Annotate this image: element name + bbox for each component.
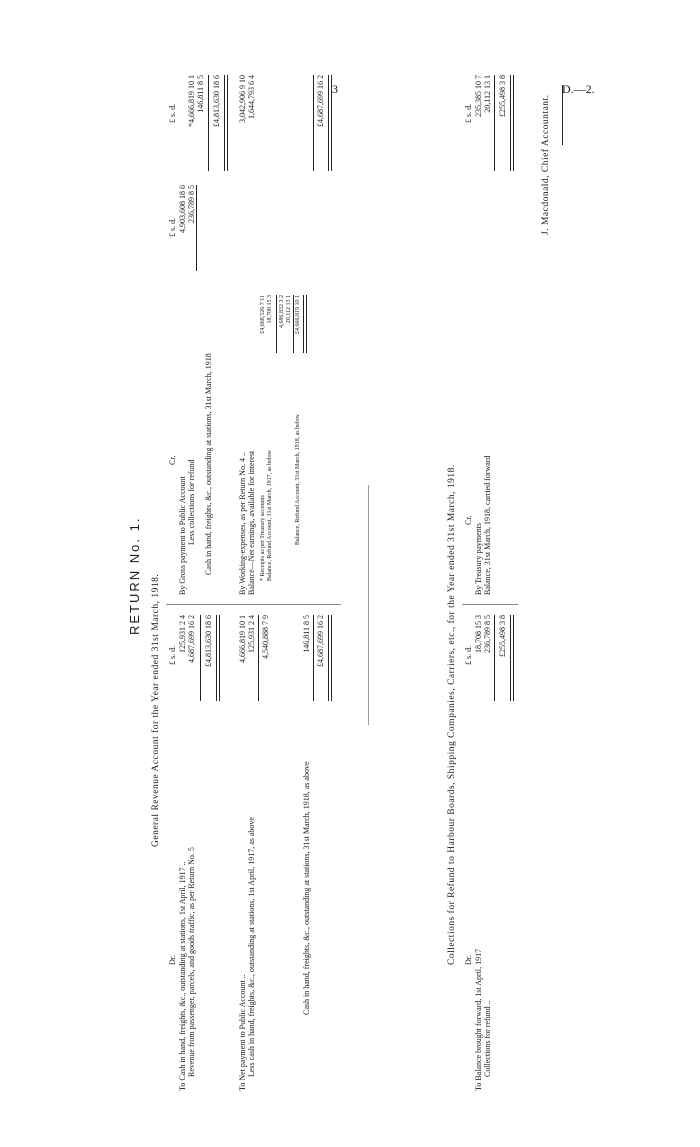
rev-left-double-rule-2 xyxy=(328,615,332,701)
rev-foot-label-5: Balance, Refund Account, 31st March, 1918, as below xyxy=(295,414,301,545)
document-reference: D.—2. xyxy=(562,82,595,96)
rev-left-rule-1 xyxy=(200,615,201,701)
rev-left-value-2: 4,687,699 16 2 xyxy=(187,615,196,663)
rev-left-value-4: 125,931 2 4 xyxy=(247,615,256,653)
ref-right-label-2: Balance, 31st March, 1918, carried forward xyxy=(483,455,492,595)
rev-right-label-2: Less collections for refund xyxy=(187,459,196,545)
page-number: 3 xyxy=(332,82,338,96)
revenue-dr-label: Dr. xyxy=(168,955,177,965)
rev-foot-double-rule xyxy=(303,295,307,353)
rev-right-label-3: Cash in hand, freights, &c., outstanding at stations, 31st March, 1918 xyxy=(204,353,213,575)
rev-foot-value-1: £4,668,526 7 11 xyxy=(260,295,266,334)
rev-right-label-4: By Working-expenses, as per Return No. 4 .. xyxy=(238,452,247,595)
ref-left-double-rule xyxy=(510,615,514,701)
rev-left-label-1: To Cash in hand, freights, &c., outstanding at stations, 1st April, 1917 .. xyxy=(178,861,187,1091)
rev-left-total-2: £4,687,699 16 2 xyxy=(316,615,325,667)
return-title: RETURN No. 1. xyxy=(127,516,142,635)
rev-left-subtotal: 4,540,888 7 9 xyxy=(261,615,270,659)
revenue-heading: General Revenue Account for the Year ended 31st March, 1918. xyxy=(151,573,161,847)
rev-left-rule-3 xyxy=(313,615,314,701)
ref-left-value-1: 18,708 15 3 xyxy=(474,615,483,653)
rev-right-label-5: Balance—Net earnings, available for interest xyxy=(247,450,256,595)
rev-right-total-2: £4,687,699 16 2 xyxy=(316,75,325,127)
ref-right-total: £255,498 3 8 xyxy=(498,75,507,117)
rev-left-value-3: 4,666,819 10 1 xyxy=(238,615,247,663)
refund-heading: Collections for Refund to Harbour Boards, Shipping Companies, Carriers, etc., for the Year ended 31st March, 1918. xyxy=(447,464,457,965)
ref-left-total: £255,498 3 8 xyxy=(498,615,507,657)
rev-right-v1-2: 236,789 8 5 xyxy=(187,185,196,223)
rev-right-v2-4: 3,042,906 9 10 xyxy=(238,75,247,123)
revenue-divider xyxy=(166,604,341,605)
rev-right-v2-5: 1,644,793 6 4 xyxy=(247,75,256,119)
rev-right-rule-3 xyxy=(313,75,314,171)
rev-foot-rule-1 xyxy=(276,295,277,353)
rev-left-total-1: £4,813,630 18 6 xyxy=(204,615,213,667)
rev-right-rule-1 xyxy=(196,185,197,271)
rev-left-label-4: Less cash in hand, freights, &c., outstanding at stations, 1st April, 1917, as above xyxy=(247,817,256,1077)
revenue-cr-label: Cr. xyxy=(168,455,177,465)
rev-left-label-5: Cash in hand, freights, &c., outstanding at stations, 31st March, 1918, as above xyxy=(302,761,311,1015)
revenue-right-col-head2: £ s. d. xyxy=(168,103,177,123)
rev-right-v2-3: 146,811 8 5 xyxy=(196,75,205,113)
ref-right-value-2: 20,112 13 1 xyxy=(483,75,492,113)
rev-right-total-1: £4,813,630 18 6 xyxy=(212,75,221,127)
section-separator xyxy=(368,485,369,725)
rev-foot-value-2: 18,708 15 3 xyxy=(267,295,273,324)
rev-foot-label-1: * Receipts as per Treasury accounts xyxy=(260,495,266,581)
rev-foot-rule-2 xyxy=(293,295,294,353)
ref-left-value-2: 236,789 8 5 xyxy=(483,615,492,653)
rev-foot-value-4: 20,112 13 1 xyxy=(286,295,292,324)
refund-right-col-head: £ s. d. xyxy=(464,103,473,123)
refund-cr-label: Cr. xyxy=(464,515,473,525)
rev-left-label-2: Revenue from passenger, parcels, and goods traffic, as per Return No. 5 xyxy=(187,847,196,1077)
signature-rule xyxy=(562,85,563,145)
rev-foot-value-5: £4,666,819 10 1 xyxy=(295,295,301,334)
rev-left-double-rule-1 xyxy=(216,615,220,701)
ref-left-label-1: To Balance brought forward, 1st April, 1917 xyxy=(474,948,483,1091)
rev-left-value-1: 125,931 2 4 xyxy=(178,615,187,653)
ref-left-rule xyxy=(494,615,495,701)
rev-left-label-3: To Net payment to Public Account .. xyxy=(238,974,247,1091)
refund-left-col-head: £ s. d. xyxy=(464,645,473,665)
rev-right-v1-1: 4,903,608 18 6 xyxy=(178,185,187,233)
rev-foot-label-2: Balance, Refund Account, 31st March, 1917, as below xyxy=(267,450,273,581)
ref-right-label-1: By Treasury payments xyxy=(474,523,483,595)
ref-left-label-2: Collections for refund .. xyxy=(483,1000,492,1077)
rev-right-double-rule-1 xyxy=(224,75,228,171)
signature: J. Macdonald, Chief Accountant. xyxy=(541,94,551,235)
rev-right-double-rule-2 xyxy=(328,75,332,171)
rev-right-label-1: By Gross payment to Public Account xyxy=(178,476,187,595)
rev-left-rule-2 xyxy=(258,615,259,701)
revenue-right-col-head1: £ s. d. xyxy=(168,217,177,237)
rev-foot-value-3: 4,686,832 3 2 xyxy=(279,295,285,328)
refund-divider xyxy=(462,604,518,605)
refund-dr-label: Dr. xyxy=(464,955,473,965)
ref-right-rule xyxy=(494,75,495,171)
ref-right-double-rule xyxy=(510,75,514,171)
rev-right-v2-2: *4,666,819 10 1 xyxy=(187,75,196,127)
rev-right-rule-2 xyxy=(208,75,209,171)
revenue-left-col-head: £ s. d. xyxy=(168,645,177,665)
ref-right-value-1: 235,385 10 7 xyxy=(474,75,483,117)
rev-left-value-5: 146,811 8 5 xyxy=(302,615,311,653)
rotated-return-sheet xyxy=(127,45,650,1105)
